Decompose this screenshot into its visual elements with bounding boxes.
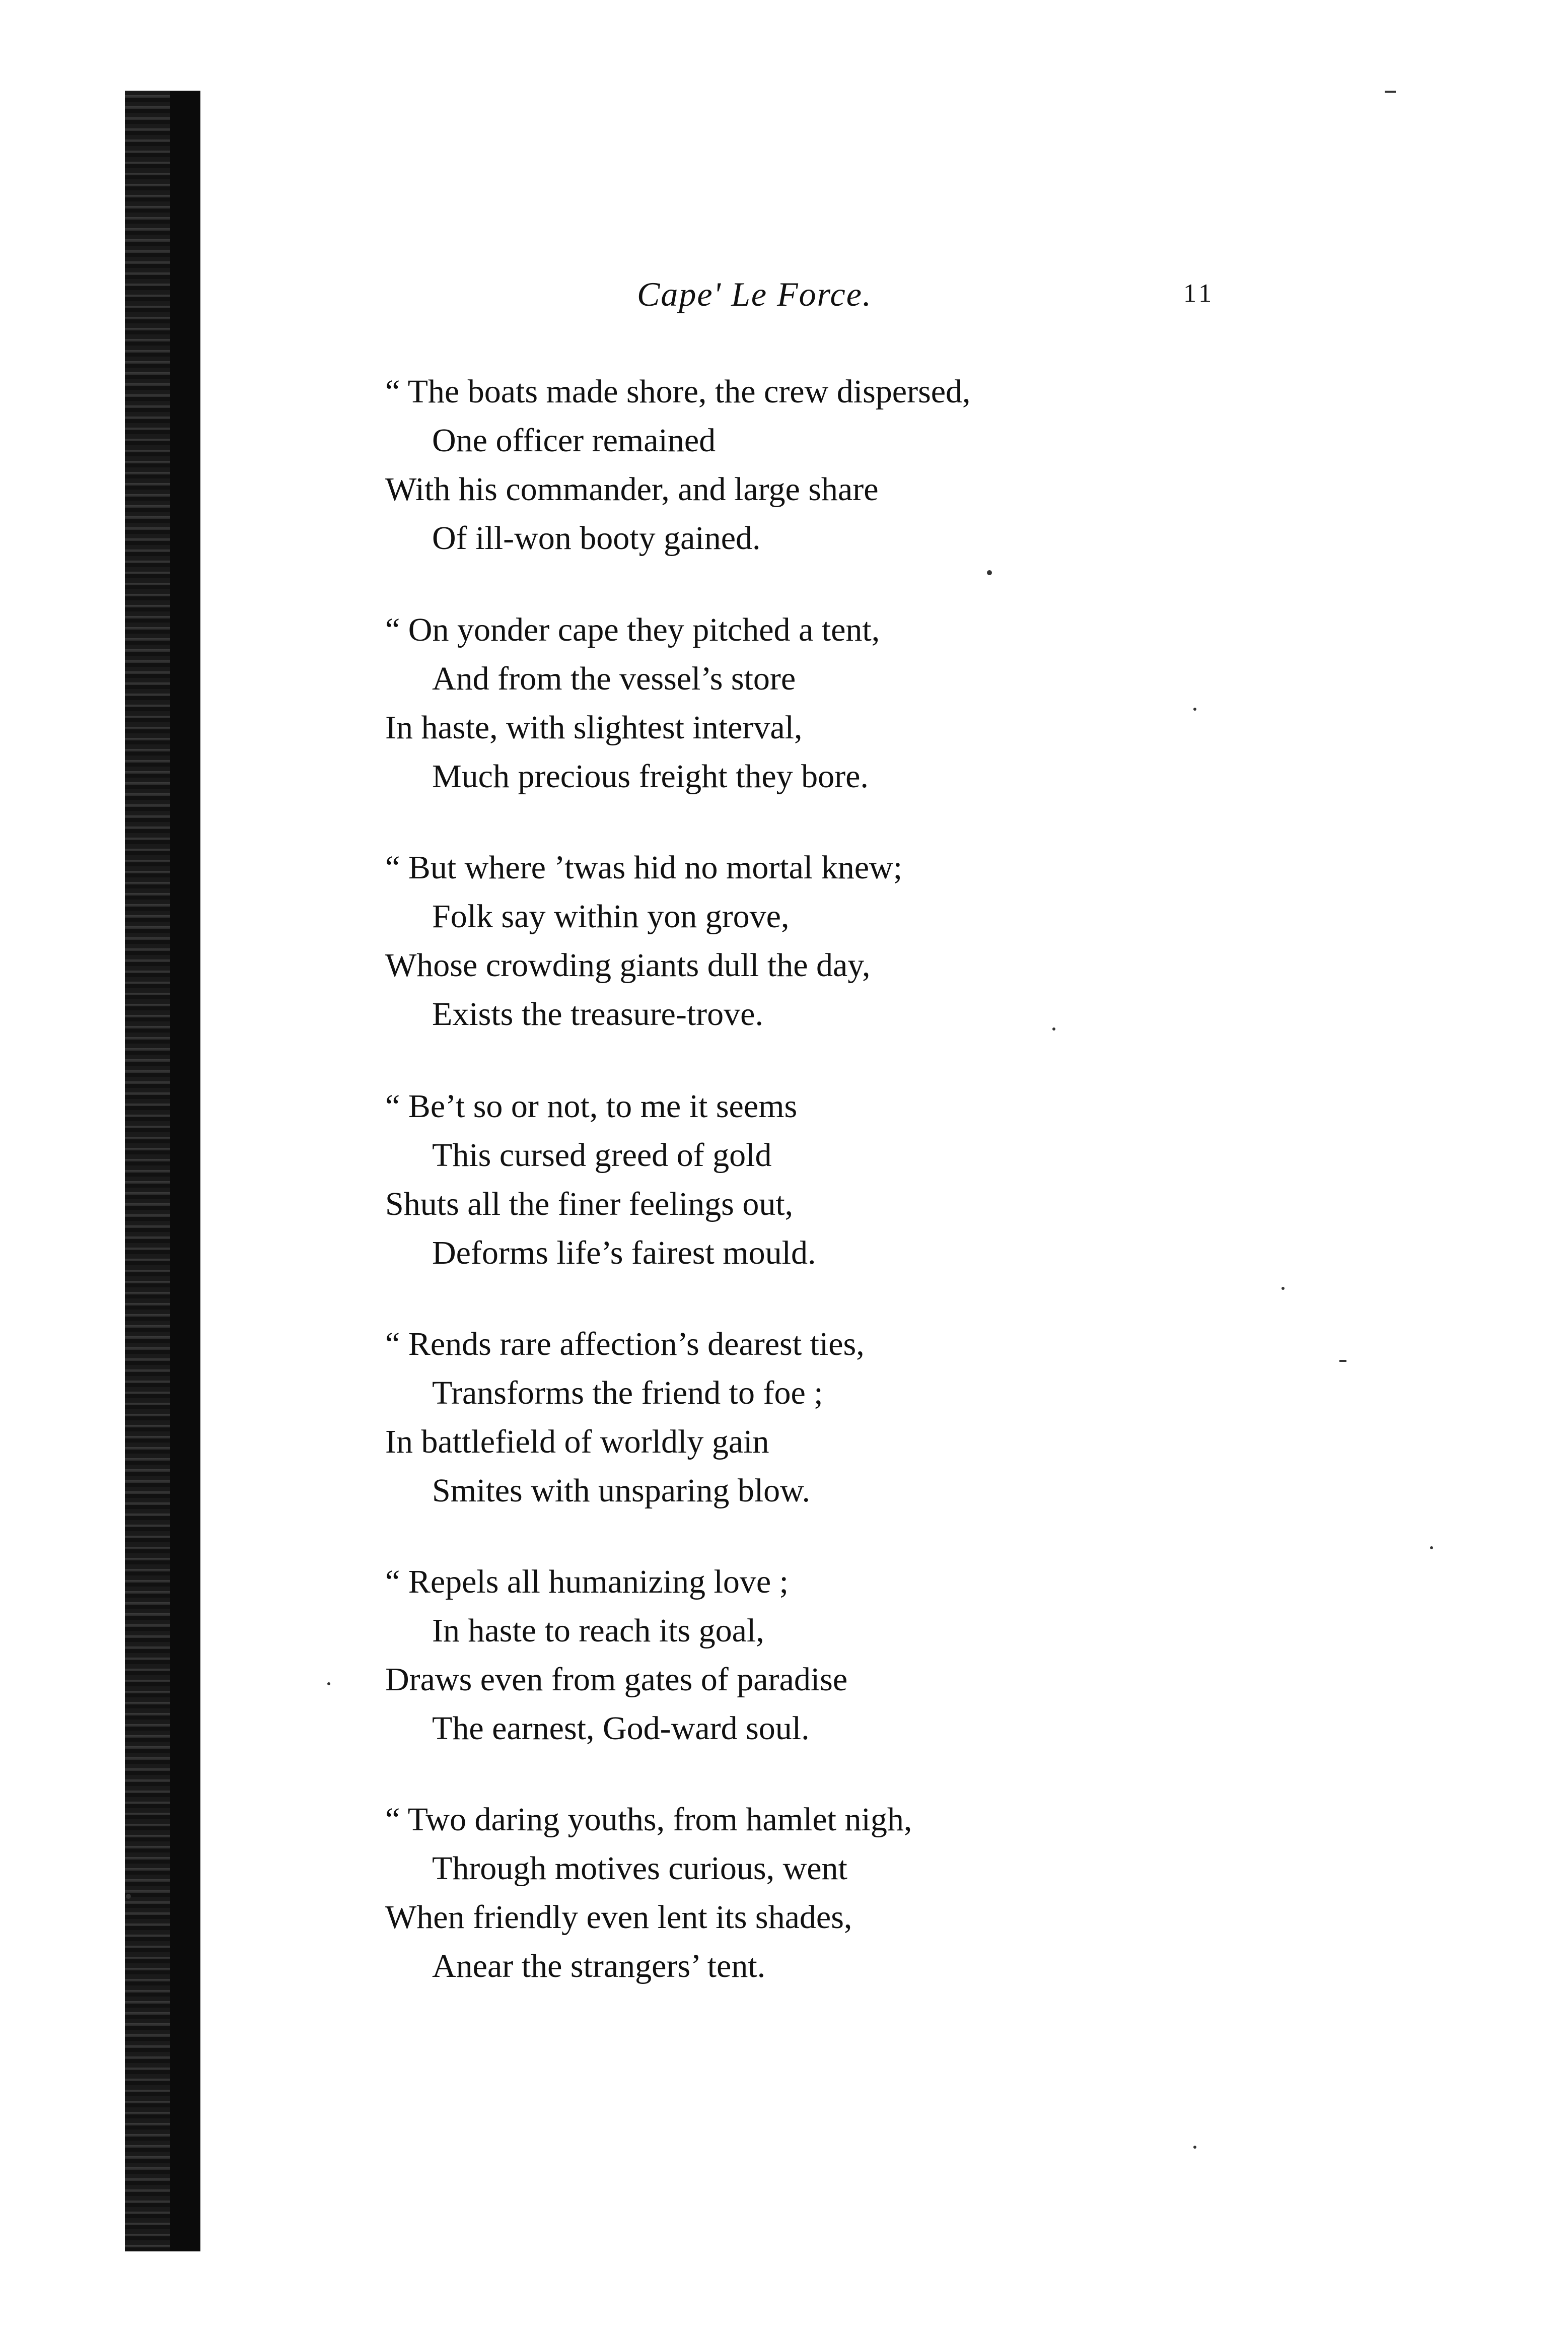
scan-speck — [1385, 91, 1396, 93]
page-number: 11 — [1183, 279, 1215, 308]
poem-line: Much precious freight they bore. — [432, 758, 869, 795]
poem-line: In haste to reach its goal, — [432, 1612, 764, 1649]
poem-line: The earnest, God-ward soul. — [432, 1710, 810, 1747]
poem-line: Draws even from gates of paradise — [385, 1661, 848, 1698]
poem-line: With his commander, and large share — [385, 471, 879, 508]
poem-line: And from the vessel’s store — [432, 660, 796, 697]
poem-line: This cursed greed of gold — [432, 1137, 772, 1174]
scan-speck — [126, 1894, 131, 1899]
poem-line: One officer remained — [432, 422, 716, 459]
poem-line: “ Repels all humanizing love ; — [385, 1563, 789, 1600]
poem-line: Deforms life’s fairest mould. — [432, 1234, 816, 1271]
poem-line: “ Be’t so or not, to me it seems — [385, 1088, 798, 1125]
scan-speck — [1281, 1287, 1285, 1290]
poem-line: Whose crowding giants dull the day, — [385, 947, 871, 984]
poem-line: Shuts all the finer feelings out, — [385, 1186, 794, 1222]
poem-line: In battlefield of worldly gain — [385, 1423, 769, 1460]
poem-line: Through motives curious, went — [432, 1850, 847, 1887]
page-header — [0, 274, 1568, 325]
poem-line: “ Rends rare affection’s dearest ties, — [385, 1326, 865, 1362]
scan-speck — [1193, 2146, 1196, 2149]
poem-line: “ Two daring youths, from hamlet nigh, — [385, 1801, 912, 1838]
poem-line: Folk say within yon grove, — [432, 898, 790, 935]
scan-speck — [1052, 1027, 1055, 1031]
poem-line: In haste, with slightest interval, — [385, 709, 803, 746]
scan-speck — [1193, 708, 1196, 711]
scan-speck — [1430, 1546, 1433, 1549]
poem-line: Smites with unsparing blow. — [432, 1472, 811, 1509]
scan-speck — [327, 1682, 330, 1685]
running-title: Cape' Le Force. — [637, 275, 872, 313]
scan-speck — [1339, 1360, 1346, 1362]
scan-speck — [987, 570, 992, 575]
poem-line: “ The boats made shore, the crew dispersed, — [385, 373, 971, 410]
poem-line: Transforms the friend to foe ; — [432, 1375, 823, 1411]
poem-line: “ But where ’twas hid no mortal knew; — [385, 849, 903, 886]
poem-line: When friendly even lent its shades, — [385, 1899, 852, 1936]
poem-line: Anear the strangers’ tent. — [432, 1948, 766, 1984]
book-binding-edge — [125, 91, 200, 2251]
poem-line: “ On yonder cape they pitched a tent, — [385, 611, 880, 648]
poem-line: Exists the treasure-trove. — [432, 996, 763, 1033]
poem-line: Of ill-won booty gained. — [432, 520, 761, 557]
